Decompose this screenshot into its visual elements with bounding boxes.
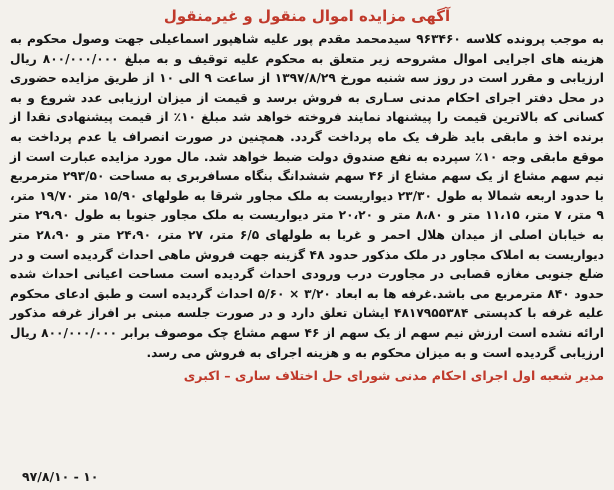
notice-signature: مدیر شعبه اول اجرای احکام مدنی شورای حل اختلاف ساری – اکبری: [183, 368, 604, 384]
notice-title: آگهی مزایده اموال منقول و غیرمنقول: [163, 7, 451, 25]
notice-body: به موجب پرونده کلاسه ۹۶۳۴۶۰ سیدمحمد مقدم پور علیه شاهپور اسماعیلی جهت وصول محکوم به هزینه های اجرایی اموال مشروحه زیر متعلق به محکوم علیه توقیف و به مبلغ ۸۰۰/۰۰۰/۰۰۰ ریال ارزیابی و مقرر است در روز سه شنبه مورخ ۱۳۹۷/۸/۲۹ از ساعت ۹ الی ۱۰ از طریق مزایده حضوری در محل دفتر اجرای احکام مدنی سـاری به فروش برسد و قیمت از میزان ارزیابی عدد شروع و به کسانی که بالاترین قیمت را پیشنهاد نمایند فروخته خواهد شد مبلغ ۱۰٪ از قیمت پیشنهادی نقدا از برنده اخذ و مابقی باید ظرف یک ماه پرداخت گردد. همچنین در صورت انصراف یا عدم پرداخت به موقع مابقی وجه ۱۰٪ سپرده به نفع صندوق دولت ضبط خواهد شد. مال مورد مزایده عبارت است از نیم سهم مشاع از یک سهم مشاع از ۴۶ سهم ششدانگ بنگاه مسافربری به مساحت ۲۹۳/۵۰ مترمربع با حدود اربعه شمالا به طول ۲۳/۳۰ دیواریست به ملک مجاور شرقا به طولهای ۱۵/۹۰ متر ۱۹/۷۰ متر، ۹ متر، ۷ متر، ۱۱،۱۵ متر و ۸،۸۰ متر و ۲۰،۲۰ متر دیواریست به ملک مجاور جنوبا به طول ۲۹،۹۰ متر به خیابان اصلی از میدان هلال احمر و غربا به طولهای ۶/۵ متر، ۲۷ متر، ۲۴،۹۰ متر و ۲۸،۹۰ متر دیواریست به املاک مجاور در ملک مذکور حدود ۴۸ گزینه جهت فروش ماهی احداث گردیده است و در ضلع جنوبی مغازه قصابی در مجاورت درب ورودی احداث گردیده است مساحت اعیانی احداث شده حدود ۸۴۰ مترمربع می باشد.غرفه ها به ابعاد ۳/۲۰ × ۵/۶۰ احداث گردیده است و طبق ادعای محکوم علیه غرفه با کدپستی ۴۸۱۷۹۵۵۳۸۴ ایشان تعلق دارد و در صورت جلسه مبنی بر افراز غرفه مذکور ارائه نشده است ارزش نیم سهم از یک سهم از ۴۶ سهم مشاع چک موصوف برابر ۸۰۰/۰۰۰/۰۰۰ ریال ارزیابی گردیده است و به میزان محکوم به و هزینه اجرای به فروش می رسد.: [10, 32, 605, 360]
notice-date: ۹۷/۸/۱۰ - ۱۰: [22, 469, 99, 484]
